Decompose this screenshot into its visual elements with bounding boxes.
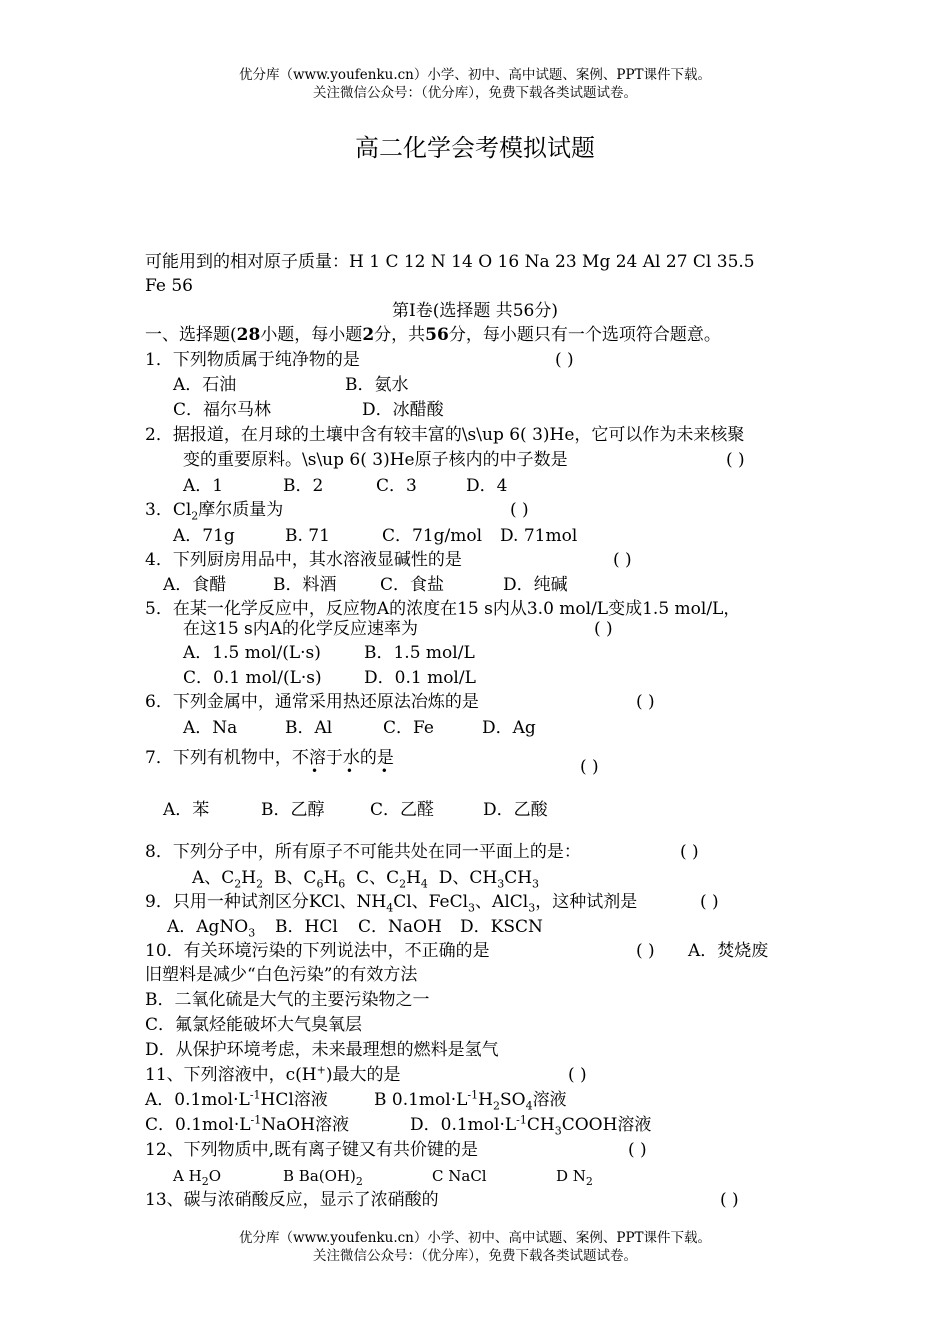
q2-option-d: D．4 xyxy=(466,476,508,496)
q6-option-c: C．Fe xyxy=(383,718,434,738)
q2-stem-line-2: 变的重要原料。\s\up 6( 3)He原子核内的中子数是 xyxy=(183,450,568,470)
q11-c-text-2: NaOH溶液 xyxy=(261,1115,350,1135)
q12-b-text: B Ba(OH) xyxy=(283,1167,356,1185)
instructions-text-3: 分，共 xyxy=(374,325,426,345)
q11-stem-text-2: )最大的是 xyxy=(325,1065,401,1085)
score-per-question: 2 xyxy=(362,325,375,345)
q3-option-a: A．71g xyxy=(173,526,235,546)
q11-a-text-1: A．0.1mol·L xyxy=(145,1090,250,1110)
q4-option-c: C．食盐 xyxy=(380,575,445,595)
q8-option-b xyxy=(273,868,346,891)
q9-stem-text-3: 、AlCl xyxy=(475,892,529,912)
q3-stem-text-1: 3．Cl xyxy=(145,500,192,520)
q6-option-a: A．Na xyxy=(183,718,238,738)
q8-option-d xyxy=(438,868,540,891)
q11-option-b xyxy=(374,1089,567,1111)
q8-d-sub-2: 3 xyxy=(532,877,540,891)
q5-option-a: A．1.5 mol/(L·s) xyxy=(183,643,321,663)
q11-c-sup: -1 xyxy=(250,1113,262,1127)
q11-b-text-1: B 0.1mol·L xyxy=(374,1090,468,1110)
q7-option-d: D．乙酸 xyxy=(483,800,548,820)
q9-stem-text-1: 9．只用一种试剂区分KCl、NH xyxy=(145,892,387,912)
q8-a-sub-2: 2 xyxy=(256,877,264,891)
q4-option-b: B．料酒 xyxy=(273,575,337,595)
q3-stem xyxy=(145,499,283,521)
q12-d-sub: 2 xyxy=(585,1175,593,1188)
q2-option-c: C．3 xyxy=(376,476,417,496)
q11-b-text-3: SO xyxy=(499,1090,526,1110)
q11-stem-sup: + xyxy=(316,1063,326,1077)
q11-option-a xyxy=(145,1089,328,1111)
q12-stem: 12、下列物质中,既有离子键又有共价键的是 xyxy=(145,1140,479,1160)
q5-option-b: B．1.5 mol/L xyxy=(364,643,475,663)
q9-option-a xyxy=(167,916,255,938)
q11-stem-text-1: 11、下列溶液中，c(H xyxy=(145,1065,317,1085)
q5-stem-line-2: 在这15 s内A的化学反应速率为 xyxy=(183,619,419,639)
q1-option-a: A．石油 xyxy=(173,375,237,395)
q10-option-a-head: A．焚烧废 xyxy=(688,941,769,961)
q9-option-d: D．KSCN xyxy=(460,917,543,937)
q5-stem-line-1: 5．在某一化学反应中，反应物A的浓度在15 s内从3.0 mol/L变成1.5 mol/L， xyxy=(145,599,741,619)
q11-option-c xyxy=(145,1114,349,1136)
q13-answer-blank: ( ) xyxy=(720,1190,739,1210)
q11-b-text-4: 溶液 xyxy=(532,1090,567,1110)
q5-option-c: C．0.1 mol/(L·s) xyxy=(183,668,322,688)
q12-d-text: D N xyxy=(556,1167,586,1185)
q8-option-c xyxy=(356,868,428,891)
q8-c-text-2: H xyxy=(406,868,421,888)
q10-option-a-tail: 旧塑料是减少“白色污染”的有效方法 xyxy=(145,965,418,985)
q9-stem-text-2: Cl、FeCl xyxy=(393,892,469,912)
page-footer-line-1: 优分库（www.youfenku.cn）小学、初中、高中试题、案例、PPT课件下载。 xyxy=(238,1230,712,1246)
q8-options xyxy=(192,867,539,889)
q9-a-text: A．AgNO xyxy=(167,917,249,937)
q11-d-text-1: D．0.1mol·L xyxy=(410,1115,517,1135)
instructions-text-4: 分，每小题只有一个选项符合题意。 xyxy=(448,325,721,345)
q11-d-sub: 3 xyxy=(554,1124,562,1138)
q7-option-c: C．乙醛 xyxy=(370,800,435,820)
q8-option-a xyxy=(192,868,264,891)
question-count: 28 xyxy=(236,325,261,345)
page-footer-line-2: 关注微信公众号：（优分库），免费下载各类试题试卷。 xyxy=(313,1248,637,1264)
q12-option-b xyxy=(283,1165,363,1187)
q5-answer-blank: ( ) xyxy=(594,619,613,639)
total-score: 56 xyxy=(425,325,449,345)
atomic-mass-line-2: Fe 56 xyxy=(145,276,193,296)
q7-emphasis-dots: • • • xyxy=(311,764,400,778)
q8-d-text-1: D、CH xyxy=(438,868,498,888)
q8-b-sub-2: 6 xyxy=(338,877,346,891)
q9-stem-sub-2: 3 xyxy=(468,901,476,915)
q8-c-sub-1: 2 xyxy=(399,877,407,891)
q7-answer-blank: ( ) xyxy=(580,757,599,777)
q12-b-sub: 2 xyxy=(355,1175,363,1188)
q9-stem xyxy=(145,891,637,913)
q3-option-d: D. 71mol xyxy=(500,526,578,546)
q3-option-b: B. 71 xyxy=(285,526,330,546)
q1-stem: 1．下列物质属于纯净物的是 xyxy=(145,350,360,370)
section-title: 第Ⅰ卷(选择题 共56分) xyxy=(391,301,558,321)
q7-option-b: B．乙醇 xyxy=(261,800,325,820)
q8-d-text-2: CH xyxy=(504,868,533,888)
q1-option-b: B．氨水 xyxy=(345,375,409,395)
q8-answer-blank: ( ) xyxy=(680,842,699,862)
q8-stem: 8．下列分子中，所有原子不可能共处在同一平面上的是： xyxy=(145,842,581,862)
q11-stem xyxy=(145,1064,400,1086)
q1-option-c: C．福尔马林 xyxy=(173,400,272,420)
q4-option-d: D．纯碱 xyxy=(503,575,568,595)
page-header-line-2: 关注微信公众号：（优分库），免费下载各类试题试卷。 xyxy=(313,85,637,101)
q7-stem: 7．下列有机物中，不溶于水的是 xyxy=(145,748,394,768)
q11-d-sup: -1 xyxy=(516,1113,527,1127)
q8-b-text-2: H xyxy=(323,868,339,888)
q8-c-text-1: C、C xyxy=(356,868,400,888)
q11-d-text-3: COOH溶液 xyxy=(561,1115,652,1135)
q10-option-d: D．从保护环境考虑，未来最理想的燃料是氢气 xyxy=(145,1040,499,1060)
q2-answer-blank: ( ) xyxy=(726,450,745,470)
q9-stem-text-4: ，这种试剂是 xyxy=(535,892,638,912)
atomic-mass-line-1: 可能用到的相对原子质量：H 1 C 12 N 14 O 16 Na 23 Mg 24 Al 27 Cl 35.5 xyxy=(145,252,755,272)
q3-stem-sub: 2 xyxy=(191,509,199,523)
q6-answer-blank: ( ) xyxy=(636,692,655,712)
q13-stem: 13、碳与浓硝酸反应，显示了浓硝酸的 xyxy=(145,1190,439,1210)
q9-stem-sub-1: 4 xyxy=(386,901,394,915)
q11-b-sup: -1 xyxy=(467,1088,479,1102)
q6-stem: 6．下列金属中，通常采用热还原法冶炼的是 xyxy=(145,692,479,712)
q12-a-text-2: O xyxy=(208,1167,221,1185)
page-header-line-1: 优分库（www.youfenku.cn）小学、初中、高中试题、案例、PPT课件下载。 xyxy=(238,67,712,83)
q6-option-d: D．Ag xyxy=(482,718,536,738)
instructions xyxy=(145,324,721,346)
q10-answer-blank: ( ) xyxy=(636,941,655,961)
instructions-text-2: 小题，每小题 xyxy=(260,325,363,345)
q2-option-a: A．1 xyxy=(183,476,224,496)
q2-option-b: B．2 xyxy=(283,476,324,496)
instructions-text-1: 一、选择题( xyxy=(145,325,237,345)
q9-answer-blank: ( ) xyxy=(700,892,719,912)
q11-b-text-2: H xyxy=(478,1090,493,1110)
q3-option-c: C．71g/mol xyxy=(382,526,483,546)
q8-a-sub-1: 2 xyxy=(234,877,242,891)
q11-answer-blank: ( ) xyxy=(568,1065,587,1085)
q5-option-d: D．0.1 mol/L xyxy=(364,668,476,688)
q11-option-d xyxy=(410,1114,651,1136)
q12-a-text-1: A H xyxy=(173,1167,202,1185)
q10-option-b: B．二氧化硫是大气的主要污染物之一 xyxy=(145,990,430,1010)
q6-option-b: B．Al xyxy=(285,718,333,738)
q9-stem-sub-3: 3 xyxy=(528,901,536,915)
q7-option-a: A．苯 xyxy=(163,800,210,820)
q11-b-sub-2: 4 xyxy=(525,1099,533,1113)
q1-option-d: D．冰醋酸 xyxy=(362,400,444,420)
q11-a-text-2: HCl溶液 xyxy=(260,1090,328,1110)
q2-stem-line-1: 2．据报道，在月球的土壤中含有较丰富的\s\up 6( 3)He，它可以作为未来核聚 xyxy=(145,425,745,445)
q1-answer-blank: ( ) xyxy=(555,350,574,370)
q12-option-d xyxy=(556,1165,593,1187)
q12-option-c: C NaCl xyxy=(432,1167,487,1185)
q12-a-sub: 2 xyxy=(201,1175,209,1188)
page-title: 高二化学会考模拟试题 xyxy=(355,134,595,162)
q9-a-sub: 3 xyxy=(248,926,256,940)
q11-d-text-2: CH xyxy=(526,1115,555,1135)
q4-stem: 4．下列厨房用品中，其水溶液显碱性的是 xyxy=(145,550,462,570)
q9-option-c: C．NaOH xyxy=(358,917,442,937)
q4-answer-blank: ( ) xyxy=(613,550,632,570)
q12-answer-blank: ( ) xyxy=(628,1140,647,1160)
q10-stem: 10．有关环境污染的下列说法中，不正确的是 xyxy=(145,941,490,961)
q11-a-sup: -1 xyxy=(249,1088,261,1102)
q8-a-text-1: A、C xyxy=(192,868,235,888)
q9-option-b: B．HCl xyxy=(275,917,338,937)
q8-b-text-1: B、C xyxy=(273,868,317,888)
q8-c-sub-2: 4 xyxy=(420,877,428,891)
q11-c-text-1: C．0.1mol·L xyxy=(145,1115,251,1135)
q8-a-text-2: H xyxy=(241,868,257,888)
q11-b-sub-1: 2 xyxy=(492,1099,500,1113)
q10-option-c: C．氟氯烃能破坏大气臭氧层 xyxy=(145,1015,363,1035)
q4-option-a: A．食醋 xyxy=(163,575,227,595)
q8-b-sub-1: 6 xyxy=(316,877,324,891)
q12-option-a xyxy=(173,1165,221,1187)
q3-stem-text-2: 摩尔质量为 xyxy=(198,500,284,520)
q3-answer-blank: ( ) xyxy=(510,500,529,520)
q8-d-sub-1: 3 xyxy=(497,877,505,891)
